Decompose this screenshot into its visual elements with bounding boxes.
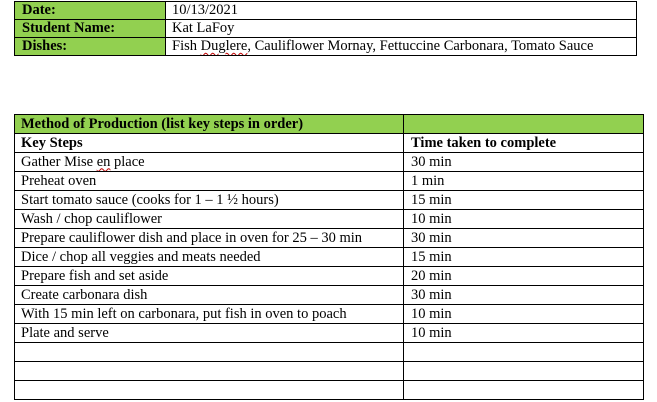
- method-header-row: [15, 115, 644, 134]
- method-header-empty-cell: [404, 115, 644, 134]
- dishes-misspelled-word: Duglere: [200, 38, 248, 54]
- table-row: [15, 305, 644, 324]
- empty-step-cell: [15, 343, 404, 362]
- empty-time-cell: [404, 362, 644, 381]
- time-cell: 10 min: [404, 210, 644, 229]
- table-row: [15, 210, 644, 229]
- time-cell: 15 min: [404, 248, 644, 267]
- dishes-row: [15, 38, 637, 56]
- student-name-value: Kat LaFoy: [166, 20, 637, 38]
- table-row: [15, 324, 644, 343]
- dishes-text-2: , Cauliflower Mornay, Fettuccine Carbonara, Tomato Sauce: [247, 38, 594, 54]
- dishes-text-1: Fish: [172, 38, 201, 54]
- step-cell: Wash / chop cauliflower: [15, 210, 404, 229]
- student-name-label: Student Name:: [15, 20, 166, 38]
- step-cell: Create carbonara dish: [15, 286, 404, 305]
- step-misspelled-word: en: [96, 153, 111, 170]
- student-name-row: [15, 20, 637, 38]
- step-text-2: place: [110, 153, 145, 170]
- table-row: [15, 248, 644, 267]
- time-cell: 20 min: [404, 267, 644, 286]
- dishes-value: [166, 38, 637, 56]
- table-row: [15, 267, 644, 286]
- time-cell: 15 min: [404, 191, 644, 210]
- step-text-1: Gather Mise: [21, 153, 97, 170]
- key-steps-header: Key Steps: [15, 134, 404, 153]
- time-cell: 30 min: [404, 229, 644, 248]
- empty-step-cell: [15, 362, 404, 381]
- step-cell: [15, 153, 404, 172]
- time-cell: 10 min: [404, 305, 644, 324]
- info-table: [14, 1, 637, 56]
- empty-table-row: [15, 362, 644, 381]
- time-cell: 1 min: [404, 172, 644, 191]
- step-cell: Start tomato sauce (cooks for 1 – 1 ½ hours): [15, 191, 404, 210]
- step-cell: Preheat oven: [15, 172, 404, 191]
- table-row: [15, 229, 644, 248]
- dishes-label: Dishes:: [15, 38, 166, 56]
- time-cell: 10 min: [404, 324, 644, 343]
- step-cell: Plate and serve: [15, 324, 404, 343]
- table-row: [15, 191, 644, 210]
- table-row: [15, 172, 644, 191]
- time-taken-header: Time taken to complete: [404, 134, 644, 153]
- table-row: [15, 153, 644, 172]
- empty-time-cell: [404, 343, 644, 362]
- empty-step-cell: [15, 381, 404, 400]
- table-row: [15, 286, 644, 305]
- date-row: [15, 2, 637, 20]
- method-table: [14, 114, 644, 400]
- empty-table-row: [15, 343, 644, 362]
- method-header: Method of Production (list key steps in order): [15, 115, 404, 134]
- step-cell: Prepare cauliflower dish and place in oven for 25 – 30 min: [15, 229, 404, 248]
- step-cell: With 15 min left on carbonara, put fish in oven to poach: [15, 305, 404, 324]
- column-header-row: [15, 134, 644, 153]
- time-cell: 30 min: [404, 286, 644, 305]
- step-cell: Dice / chop all veggies and meats needed: [15, 248, 404, 267]
- date-label: Date:: [15, 2, 166, 20]
- empty-time-cell: [404, 381, 644, 400]
- empty-table-row: [15, 381, 644, 400]
- time-cell: 30 min: [404, 153, 644, 172]
- date-value: 10/13/2021: [166, 2, 637, 20]
- step-cell: Prepare fish and set aside: [15, 267, 404, 286]
